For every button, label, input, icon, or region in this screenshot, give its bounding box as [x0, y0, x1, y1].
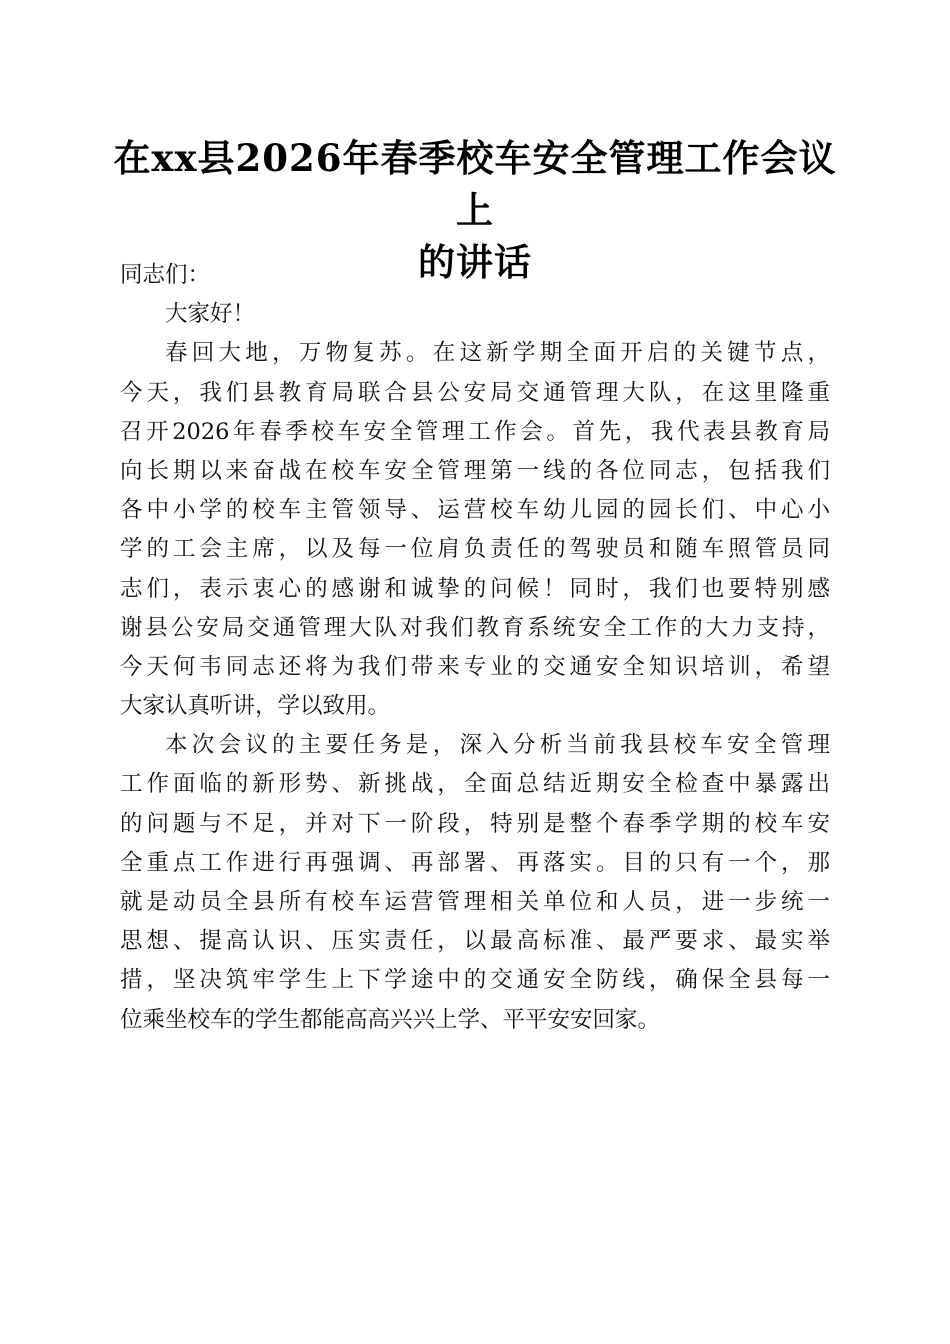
paragraph-line: 工作面临的新形势、新挑战，全面总结近期安全检查中暴露出: [120, 771, 830, 798]
paragraph-greeting: [120, 295, 830, 334]
title-line-2: 的讲话: [418, 240, 532, 284]
paragraph-line: 大家好！: [165, 301, 256, 328]
salutation: 同志们：: [120, 262, 211, 288]
paragraph-line: 谢县公安局交通管理大队对我们教育系统安全工作的大力支持，: [120, 614, 830, 641]
paragraph-line: 今天何韦同志还将为我们带来专业的交通安全知识培训，希望: [120, 653, 830, 680]
paragraph-line: 就是动员全县所有校车运营管理相关单位和人员，进一步统一: [120, 889, 830, 915]
paragraph-line: 思想、提高认识、压实责任，以最高标准、最严要求、最实举: [120, 928, 830, 955]
paragraph-line: 的问题与不足，并对下一阶段，特别是整个春季学期的校车安: [120, 810, 830, 837]
paragraph-line: 志们，表示衷心的感谢和诚挚的问候！同时，我们也要特别感: [120, 575, 830, 602]
paragraph-line: 各中小学的校车主管领导、运营校车幼儿园的园长们、中心小: [120, 497, 830, 524]
paragraph-line: 春回大地，万物复苏。在这新学期全面开启的关键节点，: [165, 340, 830, 367]
paragraph-line: 全重点工作进行再强调、再部署、再落实。目的只有一个，那: [120, 849, 830, 876]
paragraph-line: 今天，我们县教育局联合县公安局交通管理大队，在这里隆重: [120, 379, 830, 406]
title-line-1: 在xx县2026年春季校车安全管理工作会议上: [113, 136, 837, 232]
paragraph-line: 本次会议的主要任务是，深入分析当前我县校车安全管理: [165, 732, 830, 759]
paragraph-line: 大家认真听讲，学以致用。: [120, 693, 391, 720]
paragraph-opening: [120, 334, 830, 726]
document-body: [120, 256, 830, 1040]
paragraph-line: 学的工会主席，以及每一位肩负责任的驾驶员和随车照管员同: [120, 536, 830, 563]
paragraph-tasks: [120, 726, 830, 1040]
paragraph-line: 召开2026年春季校车安全管理工作会。首先，我代表县教育局: [120, 418, 830, 445]
paragraph-line: 措，坚决筑牢学生上下学途中的交通安全防线，确保全县每一: [120, 967, 830, 994]
paragraph-line: 向长期以来奋战在校车安全管理第一线的各位同志，包括我们: [120, 457, 830, 484]
paragraph-line: 位乘坐校车的学生都能高高兴兴上学、平平安安回家。: [120, 1006, 661, 1033]
